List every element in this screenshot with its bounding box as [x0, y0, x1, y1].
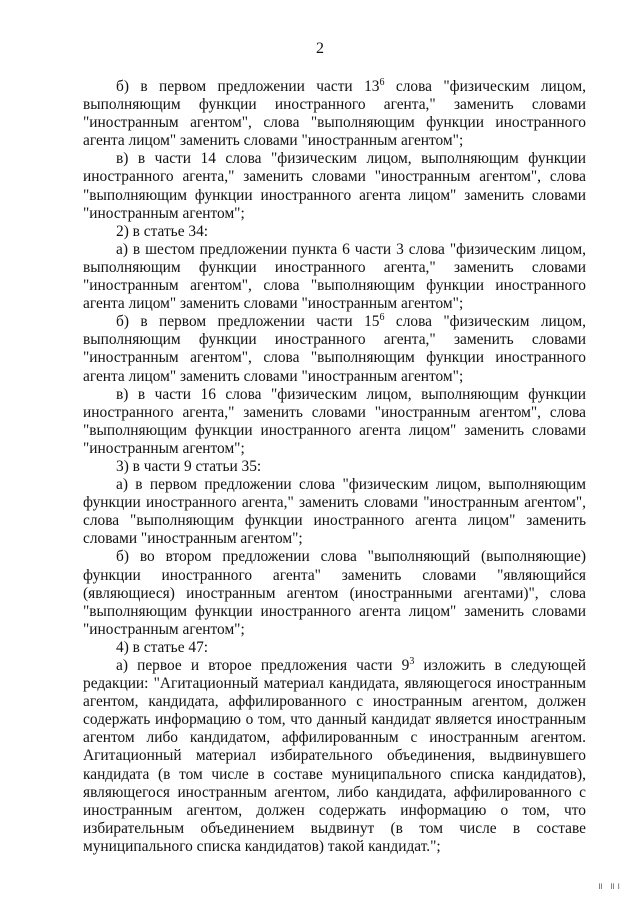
paragraph: 2) в статье 34:: [116, 222, 209, 240]
paragraph: 4) в статье 47:: [116, 638, 209, 656]
paragraph: 3) в части 9 статьи 35:: [116, 457, 262, 475]
paragraph: б) в первом предложении части $15^6$ слова "физическим лицом, выполняющим функции иностранного агента," заменить словами "иностранным агентом", слова "выполняющим функции иностранного агента лицом" заменить словами "иностранным агентом";: [83, 312, 586, 385]
scan-marks: ॥ ॥।: [597, 880, 622, 891]
paragraph: в) в части 16 слова "физическим лицом, выполняющим функции иностранного агента," заменить словами "иностранным агентом", слова "выполняющим функции иностранного агента лицом" заменить словами "иностранным агентом";: [83, 385, 586, 457]
document-body: [83, 78, 586, 856]
paragraph: б) в первом предложении части $13^6$ слова "физическим лицом, выполняющим функции иностранного агента," заменить словами "иностранным агентом", слова "выполняющим функции иностранного агента лицом" заменить словами "иностранным агентом";: [83, 77, 586, 150]
paragraph: а) первое и второе предложения части $9^3$ изложить в следующей редакции: "Агитационный материал кандидата, являющегося иностранным агентом, кандидата, аффилированного с иностранным агентом, должен содержать информацию о том, что данный кандидат является иностранным агентом либо кандидатом, аффилированным с иностранным агентом. Агитационный материал избирательного объединения, выдвинувшего кандидата (в том числе в составе муниципального списка кандидатов), являющегося иностранным агентом, либо кандидата, аффилированного с иностранным агентом, должен содержать информацию о том, что избирательным объединением выдвинут (в том числе в составе муниципального списка кандидатов) такой кандидат.";: [83, 656, 586, 855]
paragraph: а) в шестом предложении пункта 6 части 3 слова "физическим лицом, выполняющим функции иностранного агента," заменить словами "иностранным агентом", слова "выполняющим функции иностранного агента лицом" заменить словами "иностранным агентом";: [83, 240, 586, 313]
paragraph: б) во втором предложении слова "выполняющий (выполняющие) функции иностранного агента" заменить словами "являющийся (являющиеся) иностранным агентом (иностранными агентами)", слова "выполняющим функции иностранного агента лицом" заменить словами "иностранным агентом";: [83, 548, 586, 638]
paragraph: в) в части 14 слова "физическим лицом, выполняющим функции иностранного агента," заменить словами "иностранным агентом", слова "выполняющим функции иностранного агента лицом" заменить словами "иностранным агентом";: [83, 150, 586, 222]
page-number: 2: [316, 40, 324, 57]
paragraph: а) в первом предложении слова "физическим лицом, выполняющим функции иностранного агента," заменить словами "иностранным агентом", слова "выполняющим функции иностранного агента лицом" заменить словами "иностранным агентом";: [83, 476, 586, 548]
